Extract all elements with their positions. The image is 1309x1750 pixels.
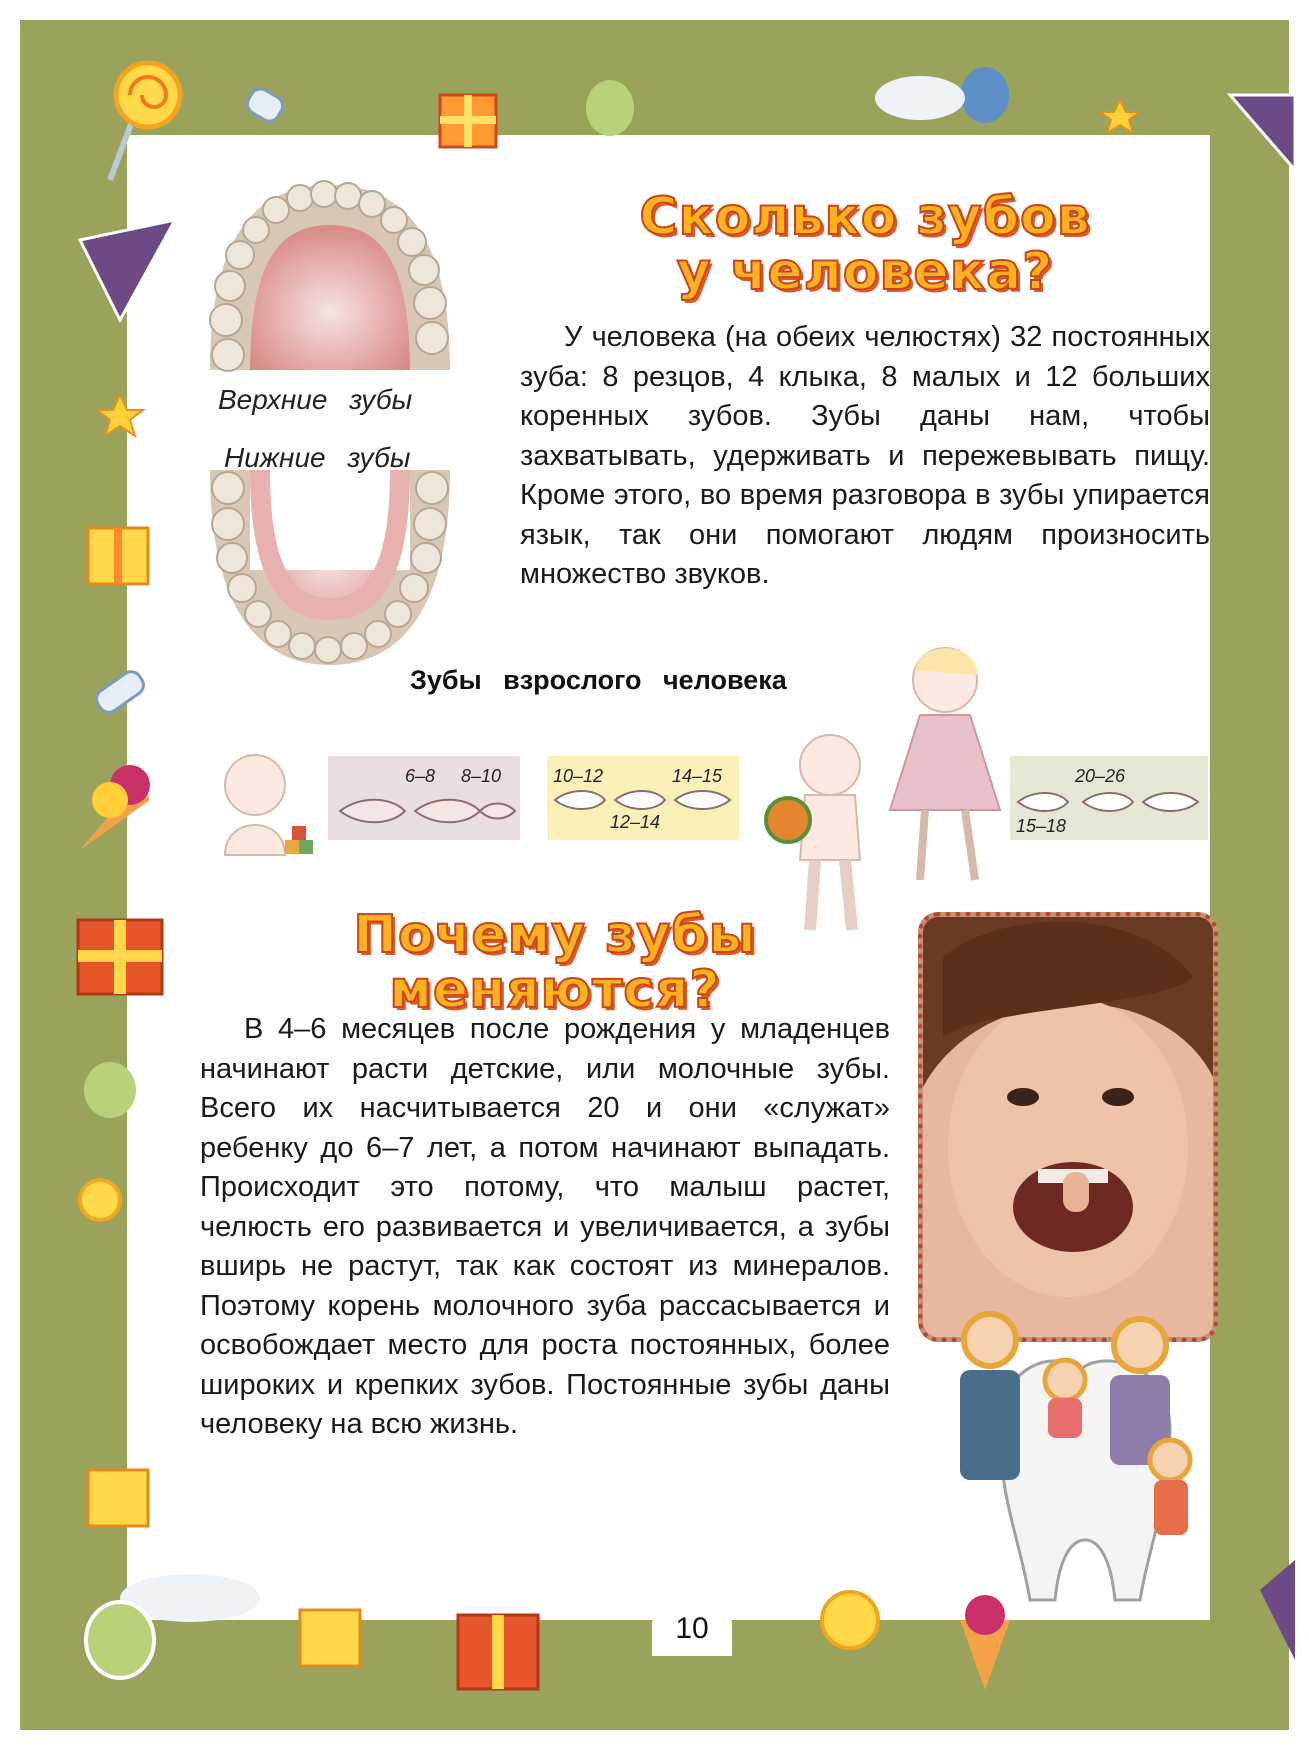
stage1-label-a: 6–8 [405, 766, 436, 786]
stage2-label-a: 10–12 [553, 766, 604, 786]
candy-icon [93, 668, 148, 716]
lower-teeth-label: Нижние зубы [224, 442, 411, 473]
baby-sitting-illustration [200, 745, 320, 875]
section1-title-line2: у человека? [676, 241, 1054, 302]
stage3-label-b: 15–18 [1016, 816, 1067, 836]
teeth-diagram [200, 170, 460, 690]
child-photo [918, 912, 1218, 1342]
stage3-label-a: 20–26 [1075, 766, 1126, 786]
child-photo-image [923, 917, 1213, 1337]
upper-teeth-label: Верхние зубы [218, 384, 413, 415]
toddler-with-ball-illustration [760, 720, 890, 940]
family-tooth-illustration [930, 1300, 1210, 1610]
section1-text [520, 318, 1210, 595]
lower-jaw [210, 470, 450, 665]
section2-title-line1: Почему зубы [353, 905, 757, 965]
section1-title [600, 187, 1130, 302]
upper-jaw [210, 181, 450, 371]
stage2-label-b: 14–15 [672, 766, 723, 786]
section2-title [330, 905, 780, 1020]
girl-illustration [880, 640, 1010, 900]
adult-teeth-caption: Зубы взрослого человека [410, 665, 787, 695]
section2-paragraph: В 4–6 месяцев после рождения у младенцев начинают расти детские, или молочные зубы. Всего их насчитывается 20 и они «служат» ребенку до 6–7 лет, а потом начинают выпадать. Происходит это потому, что малыш растет, челюсть его развивается и увеличивается, а зубы вширь не растут, так как состоят из минералов. Поэтому корень молочного зуба рассасывается и освобождает место для роста постоянных, более широких и крепких зубов. Постоянные зубы даны человеку на всю жизнь. [200, 1013, 890, 1440]
section2-text [200, 1010, 890, 1445]
stage1-label-b: 8–10 [461, 766, 502, 786]
gift-icon [440, 95, 496, 147]
section1-paragraph: У человека (на обеих челюстях) 32 постоянных зуба: 8 резцов, 4 клыка, 8 малых и 12 больших коренных зубов. Зубы даны нам, чтобы захватывать, удерживать и пережевывать пищу. Кроме этого, во время разговора в зубы упирается язык, так они помогают людям произносить множество звуков. [520, 321, 1210, 590]
section1-title-line1: Сколько зубов [639, 187, 1091, 247]
lollipop-icon [110, 63, 180, 180]
page-number: 10 [652, 1596, 732, 1656]
mouths-stage-1 [330, 786, 520, 836]
section2-title-line2: меняются? [389, 959, 721, 1020]
candy-icon [244, 85, 286, 125]
stage2-label-c: 12–14 [610, 812, 661, 832]
